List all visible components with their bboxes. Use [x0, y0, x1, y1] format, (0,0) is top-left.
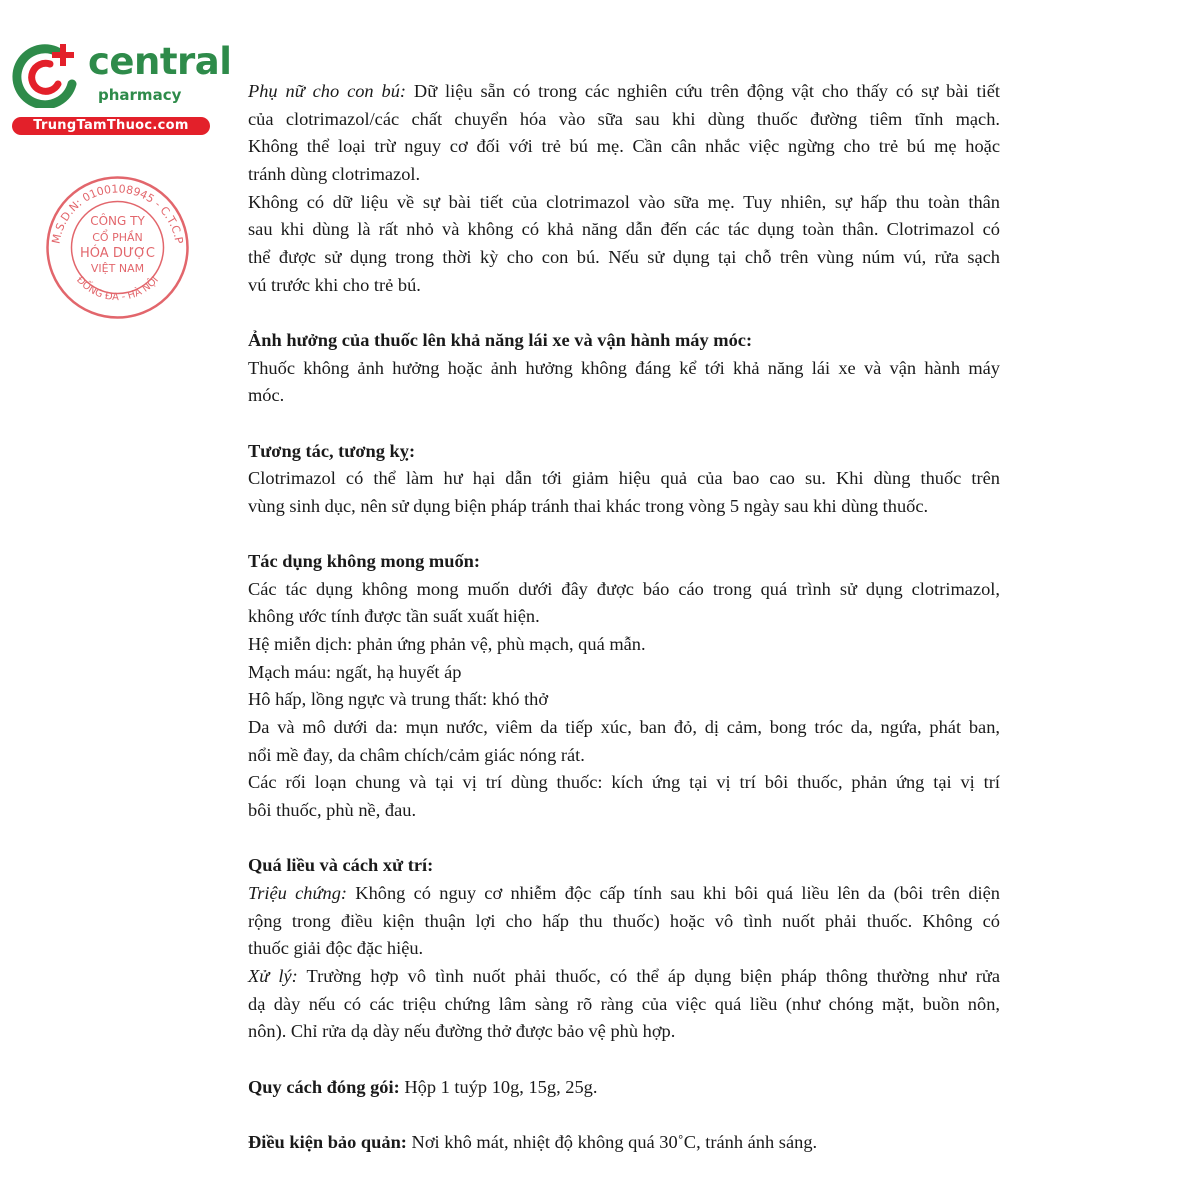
text-line: Mạch máu: ngất, hạ huyết áp [248, 661, 462, 682]
text-line: bôi thuốc, phù nề, đau. [248, 800, 417, 821]
document-body [248, 78, 1000, 1157]
text-line: Các tác dụng không mong muốn dưới đây được báo cáo trong quá trình sử dụng clotrimazol, [248, 578, 1000, 599]
treatment-label: Xử lý: [248, 965, 298, 986]
logo-brand: central [88, 40, 232, 83]
stamp-line1: CÔNG TY [90, 214, 145, 228]
spacer [248, 410, 1000, 438]
text-line: vú trước khi cho trẻ bú. [248, 274, 421, 295]
svg-text:M.S.D.N: 0100108945 - C.T.C.P [49, 182, 185, 245]
text-line: của clotrimazol/các chất chuyển hóa vào sữa sau khi dùng thuốc đường tiêm tĩnh mạch. [248, 108, 1000, 129]
text: Hộp 1 tuýp 10g, 15g, 25g. [399, 1076, 598, 1097]
packaging-line [248, 1074, 1000, 1102]
text-line: Các rối loạn chung và tại vị trí dùng thuốc: kích ứng tại vị trí bôi thuốc, phản ứng tại vị trí [248, 772, 1000, 793]
logo-website: TrungTamThuoc.com [12, 117, 210, 135]
text-line: tránh dùng clotrimazol. [248, 163, 421, 184]
central-pharmacy-logo [10, 38, 232, 138]
text-line: không ước tính được tần suất xuất hiện. [248, 606, 540, 627]
text-line: rộng trong điều kiện thuận lợi cho hấp thu thuốc) hoặc vô tình nuốt phải thuốc. Không có [248, 910, 1000, 931]
text-line [248, 78, 1000, 106]
section-heading-interactions: Tương tác, tương kỵ: [248, 440, 416, 461]
text-line: móc. [248, 385, 285, 406]
storage-line [248, 1129, 1000, 1157]
text-line: thuốc giải độc đặc hiệu. [248, 938, 424, 959]
text-line: vùng sinh dục, nên sử dụng biện pháp tránh thai khác trong vòng 5 ngày sau khi dùng thuốc. [248, 495, 929, 516]
text: Không có nguy cơ nhiễm độc cấp tính sau khi bôi quá liều lên da (bôi trên diện [347, 882, 1000, 903]
packaging-label: Quy cách đóng gói: [248, 1076, 400, 1097]
pharmacy-cross-logo-icon [10, 38, 80, 108]
text-line: nôn). Chỉ rửa dạ dày nếu đường thở được bảo vệ phù hợp. [248, 1021, 676, 1042]
text-line: Hệ miễn dịch: phản ứng phản vệ, phù mạch, quá mẫn. [248, 634, 646, 655]
text-line: Không có dữ liệu về sự bài tiết của clotrimazol vào sữa mẹ. Tuy nhiên, sự hấp thu toàn thân [248, 191, 1000, 212]
text-line: dạ dày nếu có các triệu chứng lâm sàng rõ ràng của việc quá liều (như chóng mặt, buồn nôn, [248, 993, 1000, 1014]
text: Nơi khô mát, nhiệt độ không quá 30˚C, tránh ánh sáng. [406, 1131, 818, 1152]
svg-text:ĐỐNG ĐA - HÀ NỘI [74, 275, 161, 303]
text-line: Da và mô dưới da: mụn nước, viêm da tiếp xúc, ban đỏ, dị cảm, bong tróc da, ngứa, phát ban, [248, 717, 1000, 738]
text-line [248, 963, 1000, 991]
stamp-ring-text: M.S.D.N: 0100108945 - C.T.C.P [49, 182, 186, 245]
spacer [248, 520, 1000, 548]
text-line [248, 880, 1000, 908]
text-line: Clotrimazol có thể làm hư hại dẫn tới giảm hiệu quả của bao cao su. Khi dùng thuốc trên [248, 468, 1000, 489]
stamp-bottom-text: ĐỐNG ĐA - HÀ NỘI [74, 274, 161, 304]
symptoms-label: Triệu chứng: [248, 882, 348, 903]
text: Dữ liệu sẵn có trong các nghiên cứu trên động vật cho thấy có sự bài tiết [406, 81, 1000, 101]
storage-label: Điều kiện bảo quản: [248, 1131, 407, 1152]
stamp-line3: HÓA DƯỢC [80, 246, 155, 261]
company-stamp [45, 175, 190, 320]
text-line: Hô hấp, lồng ngực và trung thất: khó thở [248, 689, 549, 710]
text-line: Thuốc không ảnh hưởng hoặc ảnh hưởng không đáng kể tới khả năng lái xe và vận hành máy [248, 357, 1000, 378]
section-heading-overdose: Quá liều và cách xử trí: [248, 855, 434, 876]
stamp-line2: CỔ PHẦN [92, 231, 143, 244]
spacer [248, 825, 1000, 853]
text: Trường hợp vô tình nuốt phải thuốc, có thể áp dụng biện pháp thông thường như rửa [297, 965, 1000, 986]
breastfeeding-label: Phụ nữ cho con bú: [248, 81, 407, 101]
section-heading-driving: Ảnh hưởng của thuốc lên khả năng lái xe và vận hành máy móc: [248, 329, 753, 350]
spacer [248, 1101, 1000, 1129]
spacer [248, 1046, 1000, 1074]
text-line: Không thể loại trừ nguy cơ đối với trẻ bú mẹ. Cần cân nhắc việc ngừng cho trẻ bú mẹ hoặc [248, 136, 1000, 157]
text-line: sau khi dùng là rất nhỏ và không có khả năng dẫn đến các tác dụng toàn thân. Clotrimazol có [248, 219, 1000, 240]
spacer [248, 299, 1000, 327]
text-line: thể được sử dụng trong thời kỳ cho con bú. Nếu sử dụng tại chỗ trên vùng núm vú, rửa sạch [248, 246, 1000, 267]
logo-subtitle: pharmacy [98, 86, 182, 104]
text-line: nổi mề đay, da châm chích/cảm giác nóng rát. [248, 744, 585, 765]
stamp-line4: VIỆT NAM [90, 262, 145, 275]
section-heading-adverse: Tác dụng không mong muốn: [248, 551, 481, 572]
